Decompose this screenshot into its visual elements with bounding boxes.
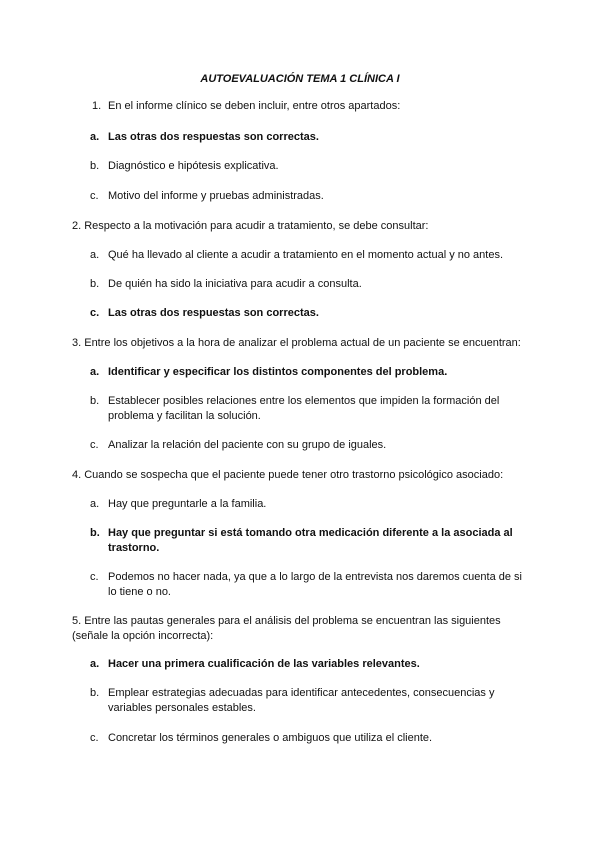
option-4a	[90, 497, 530, 512]
option-text: Las otras dos respuestas son correctas.	[108, 307, 319, 319]
option-letter: a.	[90, 498, 100, 510]
option-letter: b.	[90, 395, 100, 407]
option-text: Qué ha llevado al cliente a acudir a tratamiento en el momento actual y no antes.	[108, 249, 504, 261]
option-3c	[90, 438, 530, 453]
question-text: En el informe clínico se deben incluir, entre otros apartados:	[108, 100, 401, 112]
option-text: Establecer posibles relaciones entre los elementos que impiden la formación del problema y facilitan la solución.	[108, 395, 500, 422]
question-3: 3. Entre los objetivos a la hora de analizar el problema actual de un paciente se encuentran:	[72, 337, 521, 349]
page-title: AUTOEVALUACIÓN TEMA 1 CLÍNICA I	[200, 73, 400, 85]
option-3b	[90, 394, 530, 424]
option-text: Motivo del informe y pruebas administradas.	[108, 190, 324, 202]
option-letter: b.	[90, 527, 100, 539]
option-5b	[90, 686, 515, 716]
option-text: Hay que preguntarle a la familia.	[108, 498, 267, 510]
option-letter: c.	[90, 439, 99, 451]
option-1c	[90, 189, 530, 204]
option-text: Las otras dos respuestas son correctas.	[108, 131, 319, 143]
option-text: Emplear estrategias adecuadas para identificar antecedentes, consecuencias y variables personales estables.	[108, 687, 495, 714]
option-2c	[90, 306, 530, 321]
option-1b	[90, 159, 530, 174]
option-letter: b.	[90, 160, 100, 172]
option-5c	[90, 731, 530, 746]
option-2b	[90, 277, 530, 292]
question-2: 2. Respecto a la motivación para acudir a tratamiento, se debe consultar:	[72, 220, 429, 232]
option-letter: a.	[90, 658, 100, 670]
option-letter: b.	[90, 687, 100, 699]
option-letter: c.	[90, 732, 99, 744]
option-text: De quién ha sido la iniciativa para acudir a consulta.	[108, 278, 362, 290]
question-1	[92, 99, 562, 114]
option-4c	[90, 570, 530, 600]
option-text: Identificar y especificar los distintos componentes del problema.	[108, 366, 448, 378]
question-number: 1.	[92, 100, 102, 112]
option-text: Concretar los términos generales o ambiguos que utiliza el cliente.	[108, 732, 433, 744]
option-2a	[90, 248, 530, 263]
option-letter: c.	[90, 190, 99, 202]
option-letter: c.	[90, 571, 99, 583]
question-5: 5. Entre las pautas generales para el análisis del problema se encuentran las siguientes (señale la opción incorrecta):	[72, 615, 501, 642]
option-text: Analizar la relación del paciente con su grupo de iguales.	[108, 439, 387, 451]
question-4: 4. Cuando se sospecha que el paciente puede tener otro trastorno psicológico asociado:	[72, 469, 504, 481]
option-3a	[90, 365, 530, 380]
option-5a	[90, 657, 530, 672]
option-letter: b.	[90, 278, 100, 290]
option-text: Podemos no hacer nada, ya que a lo largo de la entrevista nos daremos cuenta de si lo tiene o no.	[108, 571, 522, 598]
option-text: Diagnóstico e hipótesis explicativa.	[108, 160, 279, 172]
option-text: Hacer una primera cualificación de las variables relevantes.	[108, 658, 420, 670]
option-4b	[90, 526, 530, 556]
option-letter: c.	[90, 307, 100, 319]
option-letter: a.	[90, 366, 100, 378]
option-1a	[90, 130, 530, 145]
option-letter: a.	[90, 249, 100, 261]
option-letter: a.	[90, 131, 100, 143]
option-text: Hay que preguntar si está tomando otra medicación diferente a la asociada al trastorno.	[108, 527, 513, 554]
